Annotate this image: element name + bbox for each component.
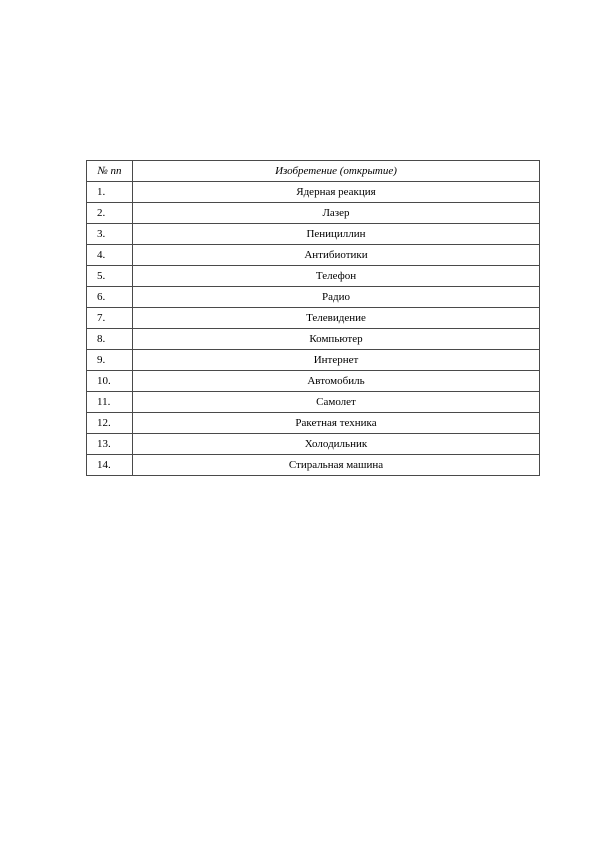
table-row bbox=[87, 245, 540, 266]
table-row bbox=[87, 287, 540, 308]
row-invention: Пенициллин bbox=[133, 224, 540, 245]
table-row bbox=[87, 371, 540, 392]
row-invention: Интернет bbox=[133, 350, 540, 371]
row-invention: Холодильник bbox=[133, 434, 540, 455]
table-row bbox=[87, 182, 540, 203]
row-invention: Радио bbox=[133, 287, 540, 308]
table-row bbox=[87, 266, 540, 287]
table-row bbox=[87, 455, 540, 476]
row-number: 4. bbox=[87, 245, 133, 266]
row-invention: Компьютер bbox=[133, 329, 540, 350]
row-invention: Ядерная реакция bbox=[133, 182, 540, 203]
row-invention: Телевидение bbox=[133, 308, 540, 329]
row-number: 13. bbox=[87, 434, 133, 455]
table-header bbox=[87, 161, 540, 182]
row-number: 2. bbox=[87, 203, 133, 224]
table-row bbox=[87, 329, 540, 350]
row-number: 6. bbox=[87, 287, 133, 308]
row-invention: Автомобиль bbox=[133, 371, 540, 392]
table-header-row bbox=[87, 161, 540, 182]
row-number: 11. bbox=[87, 392, 133, 413]
inventions-table bbox=[86, 160, 540, 476]
row-number: 12. bbox=[87, 413, 133, 434]
row-invention: Стиральная машина bbox=[133, 455, 540, 476]
row-invention: Антибиотики bbox=[133, 245, 540, 266]
row-invention: Лазер bbox=[133, 203, 540, 224]
table-row bbox=[87, 203, 540, 224]
row-number: 7. bbox=[87, 308, 133, 329]
table-row bbox=[87, 392, 540, 413]
row-number: 14. bbox=[87, 455, 133, 476]
table-row bbox=[87, 224, 540, 245]
row-invention: Телефон bbox=[133, 266, 540, 287]
table-body bbox=[87, 182, 540, 476]
row-number: 5. bbox=[87, 266, 133, 287]
table-row bbox=[87, 350, 540, 371]
table-row bbox=[87, 434, 540, 455]
header-invention: Изобретение (открытие) bbox=[133, 161, 540, 182]
header-number: № пп bbox=[87, 161, 133, 182]
row-number: 1. bbox=[87, 182, 133, 203]
row-number: 8. bbox=[87, 329, 133, 350]
table-row bbox=[87, 413, 540, 434]
row-invention: Ракетная техника bbox=[133, 413, 540, 434]
row-number: 9. bbox=[87, 350, 133, 371]
table-row bbox=[87, 308, 540, 329]
row-invention: Самолет bbox=[133, 392, 540, 413]
row-number: 10. bbox=[87, 371, 133, 392]
row-number: 3. bbox=[87, 224, 133, 245]
